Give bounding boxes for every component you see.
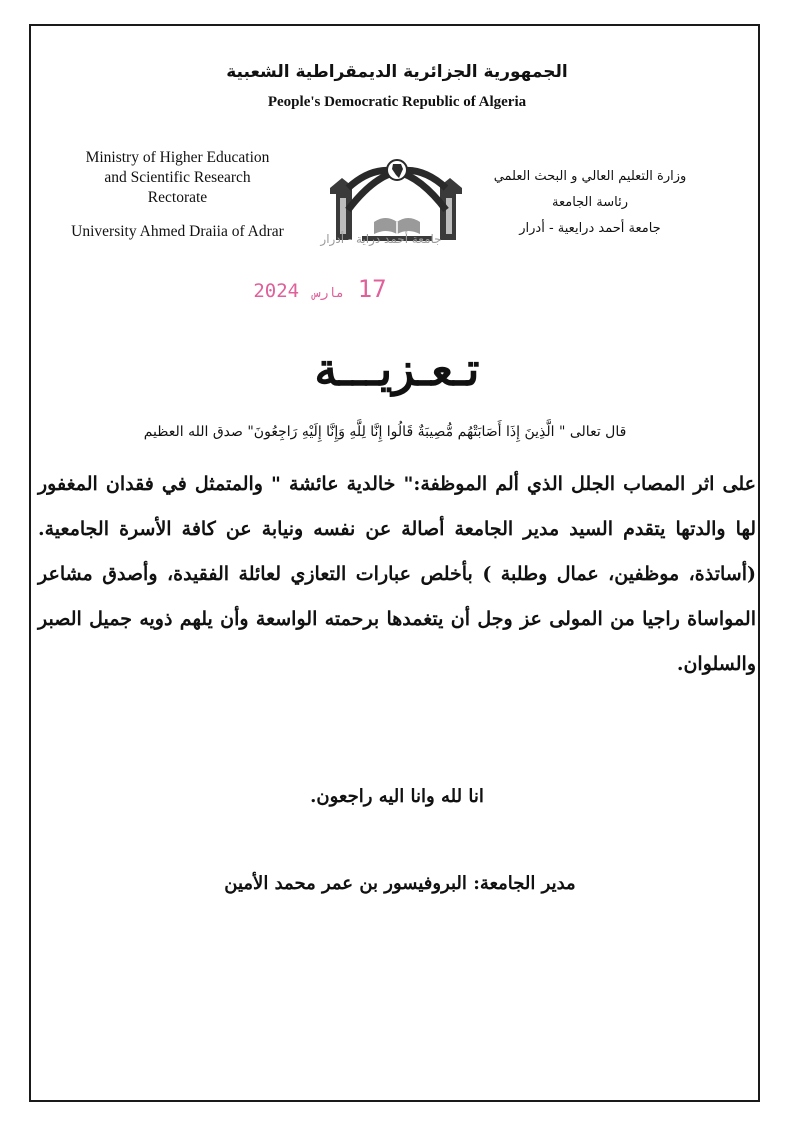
document-title: تـعـزيـــة <box>314 342 480 396</box>
ministry-arabic-block <box>470 164 710 242</box>
university-name-arabic: جامعة أحمد درايعية - أدرار <box>519 221 661 236</box>
ministry-arabic: وزارة التعليم العالي و البحث العلمي <box>493 169 687 184</box>
date-month: مارس <box>312 286 345 301</box>
ministry-line-2: and Scientific Research <box>104 169 251 186</box>
logo-caption: جامعة أحمد دراية - أدرار <box>320 232 442 246</box>
date-day: 17 <box>357 275 387 303</box>
ministry-english-block <box>50 148 305 242</box>
rectorate-arabic: رئاسة الجامعة <box>552 195 628 210</box>
condolence-body: على اثر المصاب الجلل الذي ألم الموظفة:" خالدية عائشة " والمتمثل في فقدان المغفور لها والدتها يتقدم السيد مدير الجامعة أصالة عن نفسه ونيابة عن كافة الأسرة الجامعية.(أساتذة، موظفين، عمال وطلبة ) بأخلص عبارات التعازي لعائلة الفقيدة، وأصدق مشاعر المواساة راجيا من المولى عز وجل أن يتغمدها برحمته الواسعة وأن يلهم ذويه جميل الصبر والسلوان. <box>38 473 756 675</box>
closing-phrase: انا لله وانا اليه راجعون. <box>310 786 484 807</box>
ministry-line-1: Ministry of Higher Education <box>85 149 270 166</box>
header-english-title: People's Democratic Republic of Algeria <box>267 94 527 110</box>
rectorate-label: Rectorate <box>147 189 208 206</box>
header-arabic-title: الجمهورية الجزائرية الديمقراطية الشعبية <box>226 62 568 82</box>
date-year: 2024 <box>253 280 300 302</box>
signature-line: مدير الجامعة: البروفيسور بن عمر محمد الأمين <box>224 873 576 894</box>
quran-verse: قال تعالى " الَّذِينَ إِذَا أَصَابَتْهُم مُّصِيبَةٌ قَالُوا إِنَّا لِلَّهِ وَإِنَّا إِلَيْهِ رَاجِعُونَ" صدق الله العظيم <box>143 424 627 440</box>
university-name-english: University Ahmed Draiia of Adrar <box>71 223 284 240</box>
date-stamp <box>250 275 390 303</box>
